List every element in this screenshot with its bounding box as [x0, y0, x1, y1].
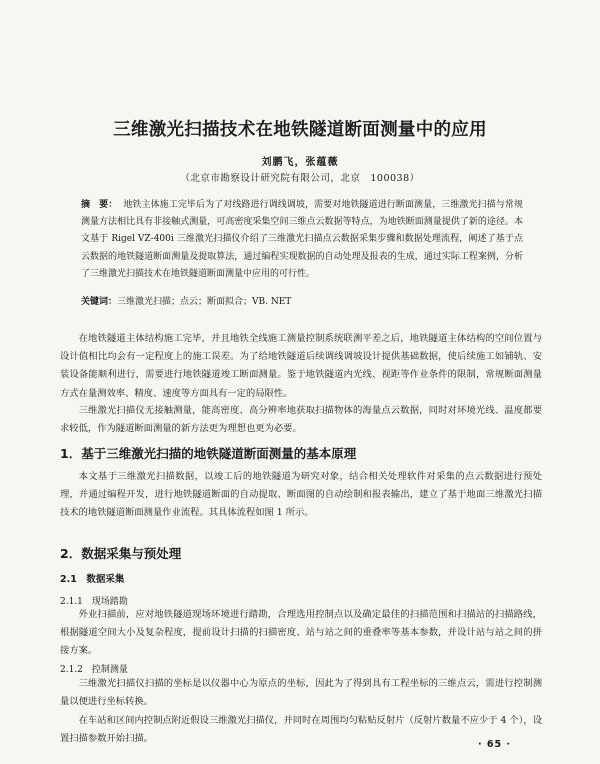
keywords-text: 三维激光扫描；点云；断面拟合；VB. NET: [117, 297, 292, 307]
section-2-heading: 2．数据采集与预处理: [60, 546, 182, 561]
subsection-2-1-2-heading: 2.1.2 控制测量: [60, 665, 128, 675]
paper-title: 三维激光扫描技术在地铁隧道断面测量中的应用: [113, 120, 487, 140]
subsection-2-1-1-paragraph: 外业扫描前，应对地铁隧道现场环境进行踏勘，合理选用控制点以及确定最佳的扫描范围和扫描站的扫描路线，根据隧道空间大小及复杂程度，提前设计扫描的扫描密度、站与站之间的重叠率等基本参数，并设计站与站之间的拼接方案。: [60, 609, 542, 657]
abstract-text: 地铁主体施工完毕后为了对线路进行调线调坡，需要对地铁隧道进行断面测量，三维激光扫描与常规测量方法相比具有非接触式测量，可高密度采集空间三维点云数据等特点，为地铁断面测量提供了新的途径。本文基于 Rigel VZ-400i 三维激光扫描仪介绍了三维激光扫描点云数据采集步骤和数据处理流程，阐述了基于点云数据的地铁隧道断面测量及提取算法，通过编程实现数据的自动处理及报表的生成，通过实际工程案例，分析了三维激光扫描技术在地铁隧道断面测量中应用的可行性。: [81, 200, 523, 279]
authors: 刘鹏飞，张蕴薇: [261, 157, 339, 168]
subsection-2-1-2-paragraph-a: 三维激光扫描仪扫描的坐标是以仪器中心为原点的坐标，因此为了得到具有工程坐标的三维点云，需进行控制测量以便进行坐标转换。: [60, 678, 542, 708]
abstract-label: 摘 要：: [81, 200, 118, 210]
intro-paragraph-1: 在地铁隧道主体结构施工完毕，并且地铁全线施工测量控制系统联测平差之后，地铁隧道主体结构的空间位置与设计值相比均会有一定程度上的施工误差。为了给地铁隧道后续调线调坡设计提供基础数据，使后续施工如铺轨、安装设备能顺利进行，需要进行地铁隧道竣工断面测量。鉴于地铁隧道内光线、视距等作业条件的限制，常规断面测量方式在量测效率、精度、速度等方面具有一定的局限性。: [60, 333, 542, 399]
keywords-label: 关键词：: [81, 297, 118, 307]
subsection-2-1-1-heading: 2.1.1 现场踏勘: [60, 597, 128, 607]
subsection-2-1-heading: 2.1 数据采集: [60, 574, 125, 585]
abstract: [81, 197, 523, 283]
intro-paragraph-2: 三维激光扫描仪无接触测量，能高密度、高分辨率地获取扫描物体的海量点云数据，同时对环境光线、温度都要求较低，作为隧道断面测量的新方法更为理想也更为必要。: [60, 405, 542, 435]
section-1-heading: 1．基于三维激光扫描的地铁隧道断面测量的基本原理: [60, 446, 357, 461]
subsection-2-1-2-paragraph-b: 在车站和区间内控制点附近假设三维激光扫描仪，并同时在周围均匀粘贴反射片（反射片数量不应少于 4 个），设置扫描参数开始扫描。: [60, 715, 542, 745]
affiliation: （北京市勘察设计研究院有限公司，北京 100038）: [180, 173, 420, 184]
section-1-paragraph: 本文基于三维激光扫描数据，以竣工后的地铁隧道为研究对象，结合相关处理软件对采集的点云数据进行预处理，并通过编程开发，进行地铁隧道断面的自动提取、断面图的自动绘制和报表输出，建立了基于地面三维激光扫描技术的地铁隧道断面测量作业流程。其具体流程如图 1 所示。: [60, 471, 542, 519]
page-number: · 65 ·: [478, 739, 512, 750]
keywords: [81, 295, 523, 309]
